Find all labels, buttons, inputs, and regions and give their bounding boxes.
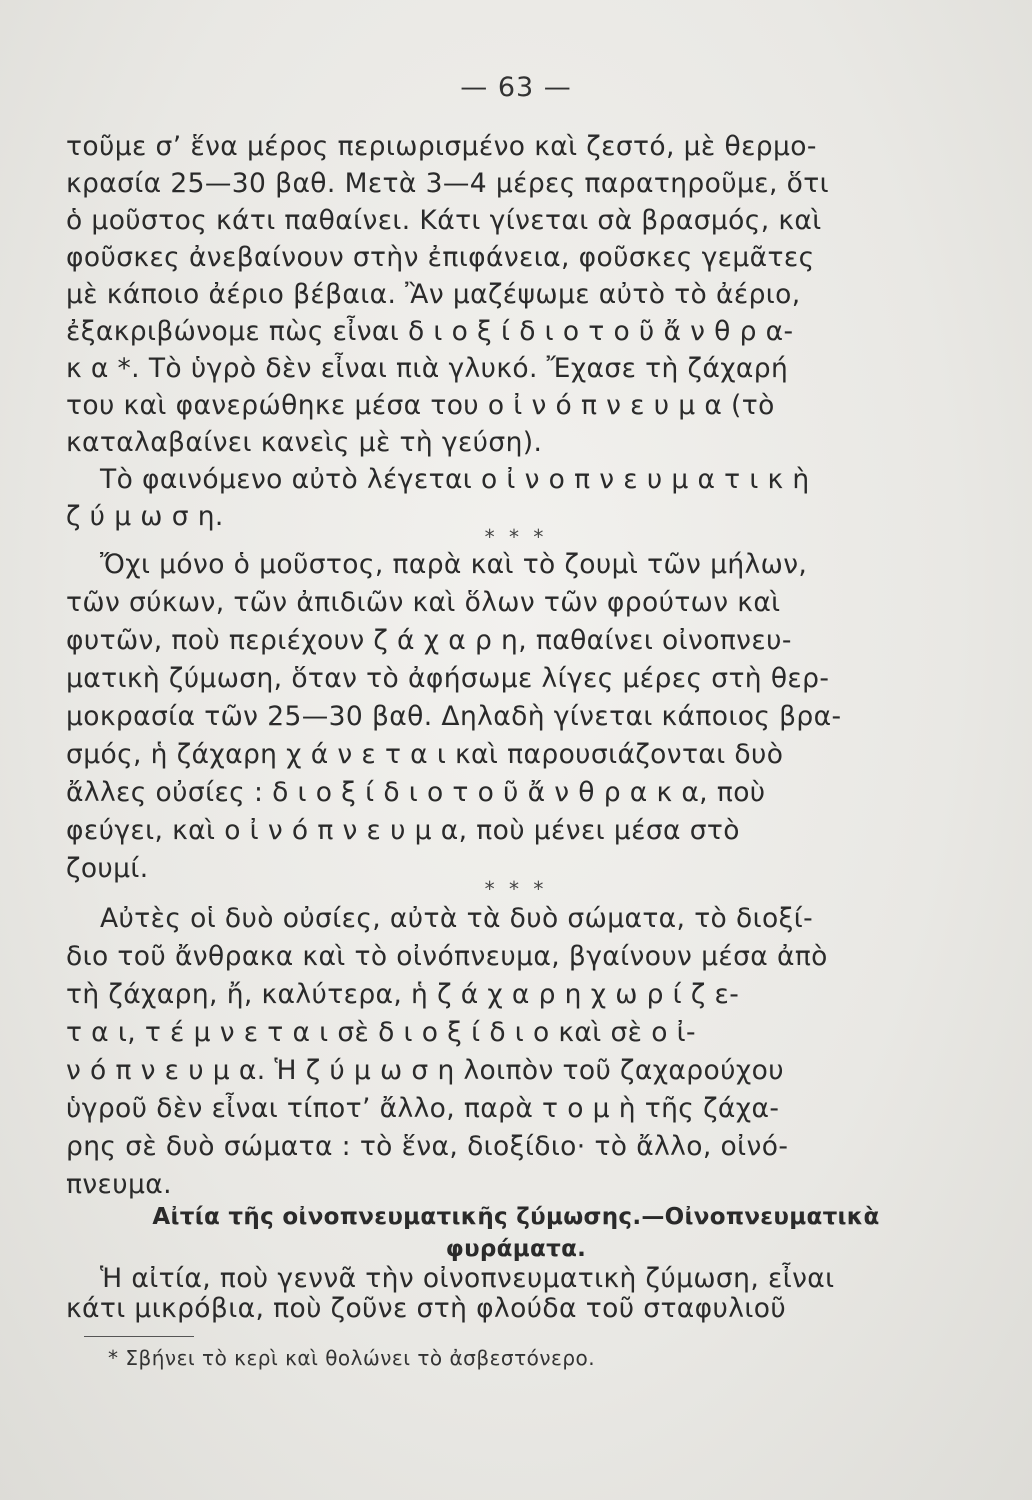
text-line: Ὄχι μόνο ὁ μοῦστος, παρὰ καὶ τὸ ζουμὶ τῶν μήλων, xyxy=(100,549,808,580)
text-line: τ α ι, τ έ μ ν ε τ α ι σὲ δ ι ο ξ ί δ ι ο καὶ σὲ ο ἰ- xyxy=(66,1017,696,1048)
text-line: ὑγροῦ δὲν εἶναι τίποτ’ ἄλλο, παρὰ τ ο μ ὴ τῆς ζάχα- xyxy=(66,1093,780,1124)
section-heading: φυράματα. xyxy=(445,1236,587,1262)
text-line: μὲ κάποιο ἀέριο βέβαια. Ἂν μαζέψωμε αὐτὸ τὸ ἀέριο, xyxy=(66,279,801,310)
text-line: διο τοῦ ἄνθρακα καὶ τὸ οἰνόπνευμα, βγαίνουν μέσα ἀπὸ xyxy=(66,941,828,972)
text-line: ρης σὲ δυὸ σώματα : τὸ ἕνα, διοξίδιο· τὸ ἄλλο, οἰνό- xyxy=(66,1131,789,1162)
footnote-rule xyxy=(84,1336,194,1337)
text-line: Αὐτὲς οἱ δυὸ οὐσίες, αὐτὰ τὰ δυὸ σώματα, τὸ διοξί- xyxy=(100,903,814,934)
text-line: ἐξακριβώνομε πὼς εἶναι δ ι ο ξ ί δ ι ο τ ο ῦ ἄ ν θ ρ α- xyxy=(66,316,794,347)
text-line: ζουμί. xyxy=(66,853,149,884)
section-heading: Αἰτία τῆς οἰνοπνευματικῆς ζύμωσης.—Οἰνοπνευματικὰ xyxy=(152,1204,880,1230)
section-separator: * * * xyxy=(484,877,548,901)
text-line: σμός, ἡ ζάχαρη χ ά ν ε τ α ι καὶ παρουσιάζονται δυὸ xyxy=(66,739,784,770)
text-line: τοῦμε σ’ ἕνα μέρος περιωρισμένο καὶ ζεστό, μὲ θερμο- xyxy=(66,131,817,162)
text-line: ζ ύ μ ω σ η. xyxy=(66,501,224,532)
footnote: * Σβήνει τὸ κερὶ καὶ θολώνει τὸ ἀσβεστόνερο. xyxy=(108,1346,596,1370)
text-line: κάτι μικρόβια, ποὺ ζοῦνε στὴ φλούδα τοῦ σταφυλιοῦ xyxy=(66,1293,787,1324)
text-line: ἄλλες οὐσίες : δ ι ο ξ ί δ ι ο τ ο ῦ ἄ ν θ ρ α κ α, ποὺ xyxy=(66,777,766,808)
text-line: τῶν σύκων, τῶν ἀπιδιῶν καὶ ὅλων τῶν φρούτων καὶ xyxy=(66,587,781,618)
text-line: μοκρασία τῶν 25—30 βαθ. Δηλαδὴ γίνεται κάποιος βρα- xyxy=(66,701,842,732)
text-line: Ἡ αἰτία, ποὺ γεννᾶ τὴν οἰνοπνευματικὴ ζύμωση, εἶναι xyxy=(100,1263,835,1294)
text-line: πνευμα. xyxy=(66,1169,172,1200)
page-number: — 63 — xyxy=(460,72,572,103)
section-separator: * * * xyxy=(484,525,548,549)
text-line: Τὸ φαινόμενο αὐτὸ λέγεται ο ἰ ν ο π ν ε υ μ α τ ι κ ὴ xyxy=(100,464,810,495)
text-line: του καὶ φανερώθηκε μέσα του ο ἰ ν ό π ν ε υ μ α (τὸ xyxy=(66,390,775,421)
text-line: κρασία 25—30 βαθ. Μετὰ 3—4 μέρες παρατηροῦμε, ὅτι xyxy=(66,168,829,199)
text-line: φυτῶν, ποὺ περιέχουν ζ ά χ α ρ η, παθαίνει οἰνοπνευ- xyxy=(66,625,792,656)
text-line: ν ό π ν ε υ μ α. Ἡ ζ ύ μ ω σ η λοιπὸν τοῦ ζαχαρούχου xyxy=(66,1055,784,1086)
text-line: ὁ μοῦστος κάτι παθαίνει. Κάτι γίνεται σὰ βρασμός, καὶ xyxy=(66,205,822,236)
text-line: καταλαβαίνει κανεὶς μὲ τὴ γεύση). xyxy=(66,427,543,458)
text-line: φοῦσκες ἀνεβαίνουν στὴν ἐπιφάνεια, φοῦσκες γεμᾶτες xyxy=(66,242,815,273)
text-line: κ α *. Τὸ ὑγρὸ δὲν εἶναι πιὰ γλυκό. Ἔχασε τὴ ζάχαρή xyxy=(66,353,789,384)
text-line: φεύγει, καὶ ο ἰ ν ό π ν ε υ μ α, ποὺ μένει μέσα στὸ xyxy=(66,815,740,846)
text-line: ματικὴ ζύμωση, ὅταν τὸ ἀφήσωμε λίγες μέρες στὴ θερ- xyxy=(66,663,830,694)
text-line: τὴ ζάχαρη, ἤ, καλύτερα, ἡ ζ ά χ α ρ η χ ω ρ ί ζ ε- xyxy=(66,979,740,1010)
